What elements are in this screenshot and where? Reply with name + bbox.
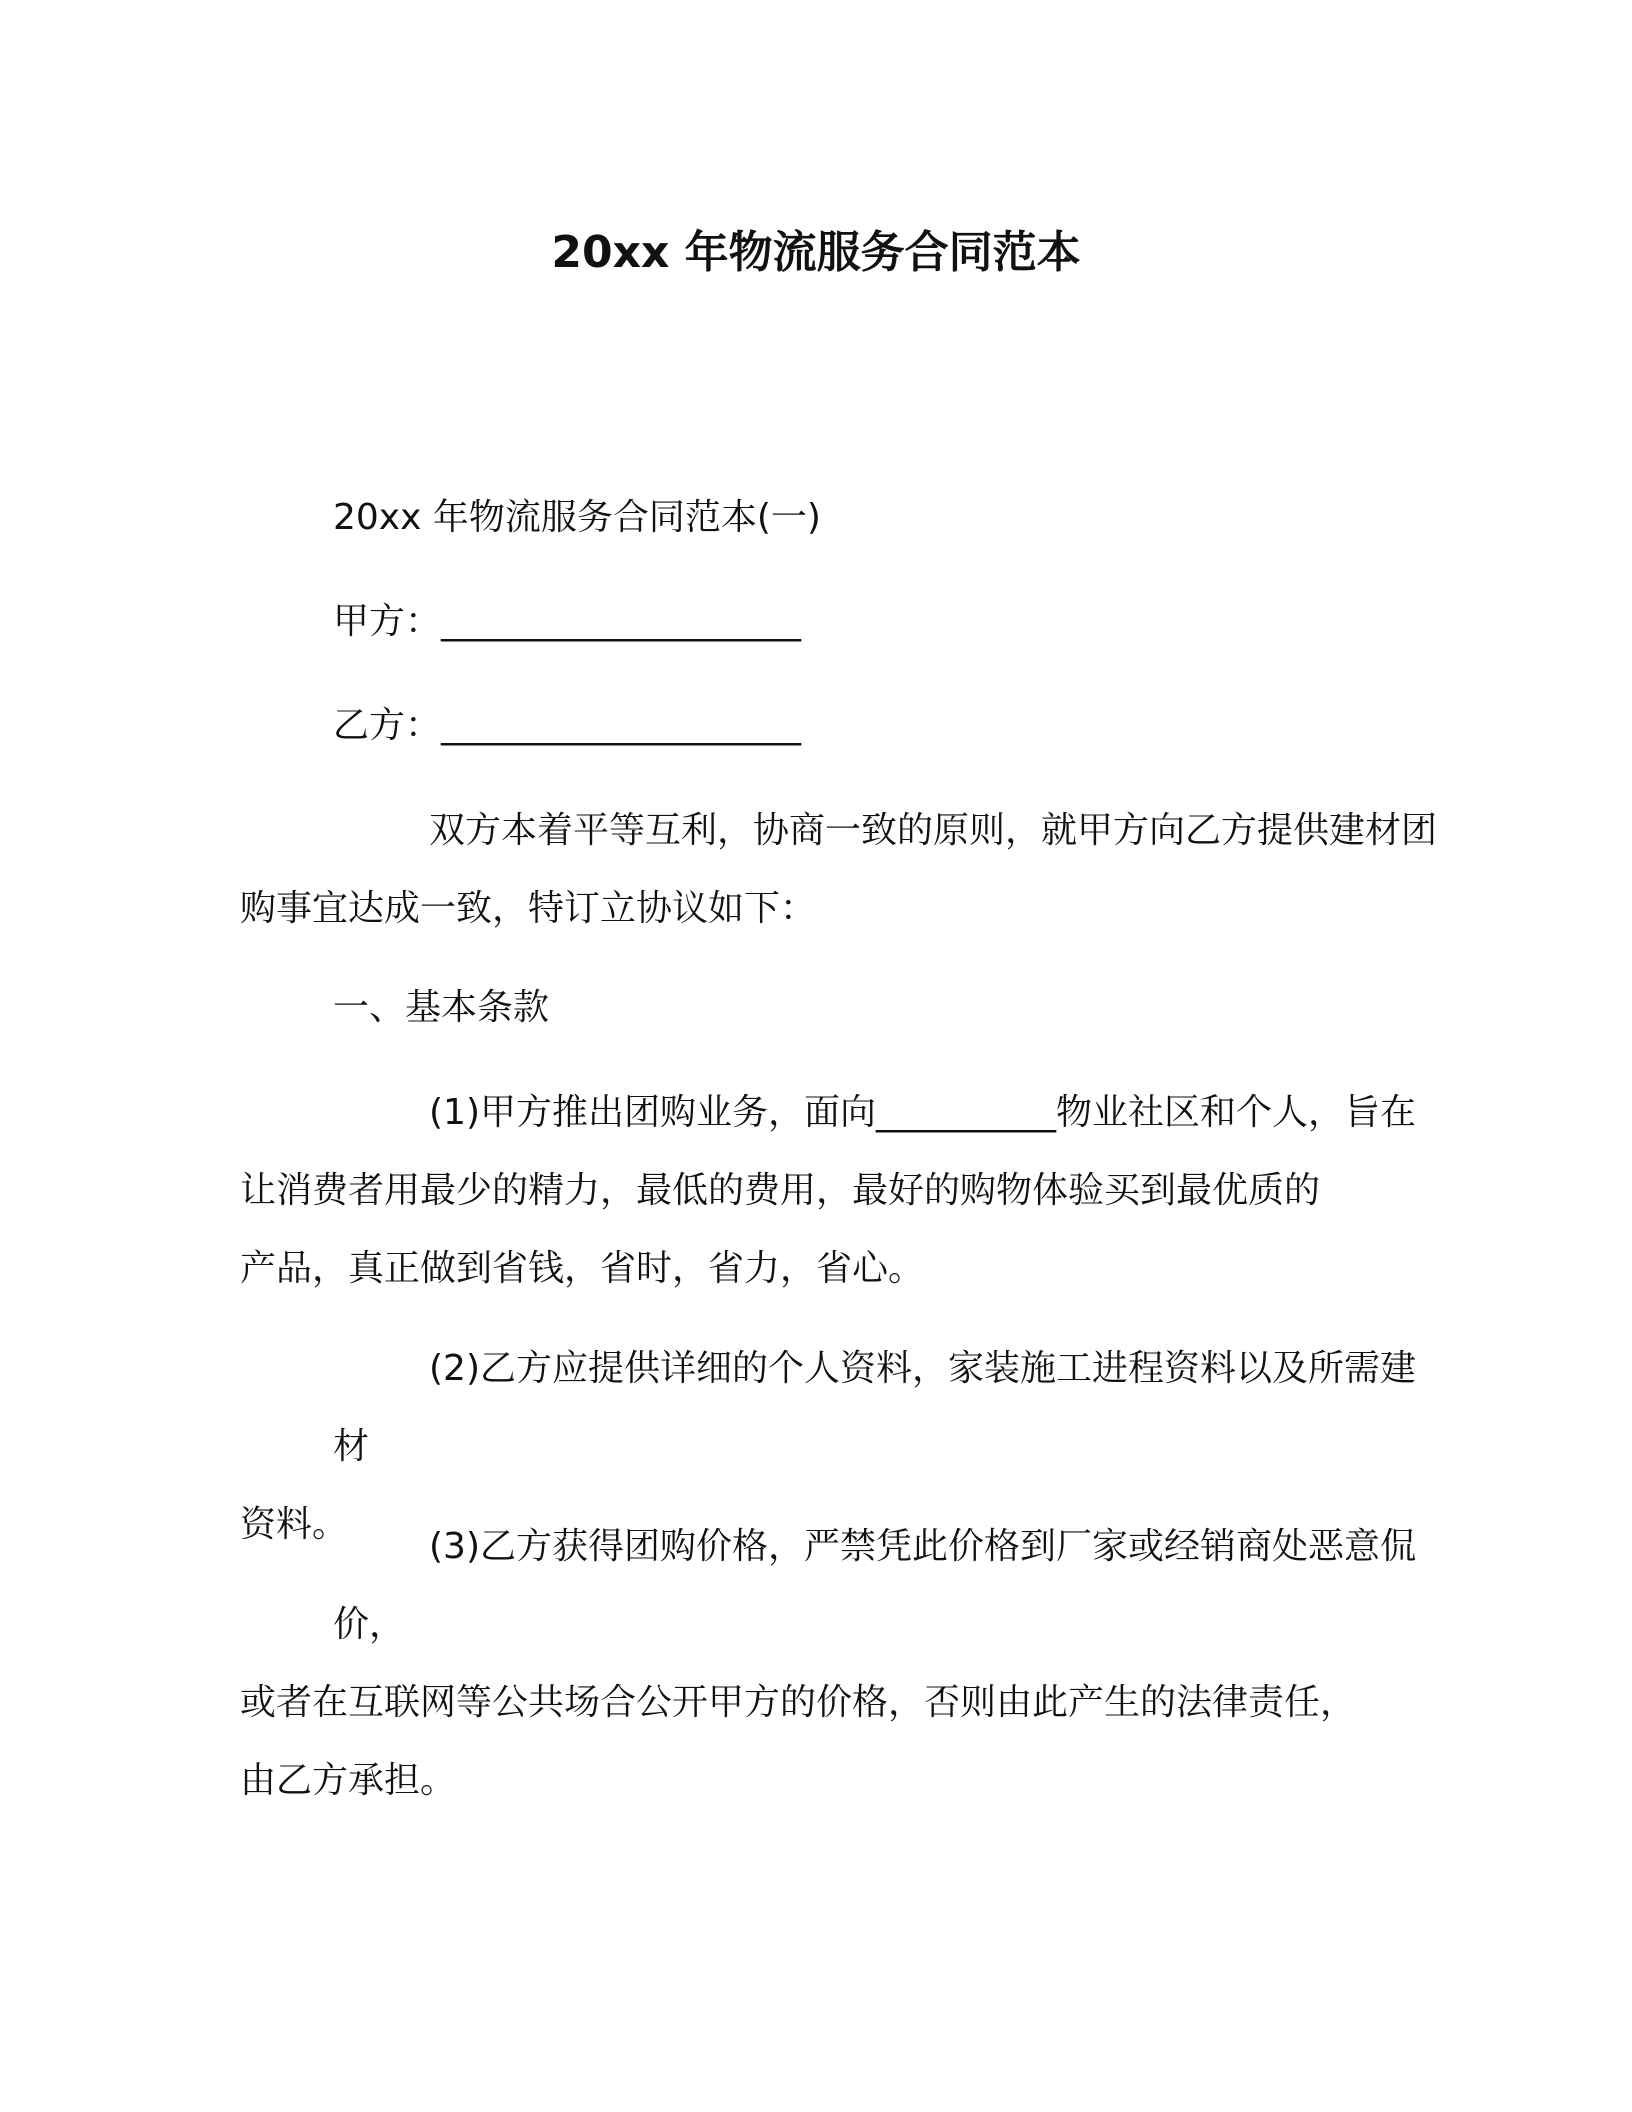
- clause-line: 资料。: [240, 1504, 349, 1545]
- clause-line: 或者在互联网等公共场合公开甲方的价格，否则由此产生的法律责任，: [240, 1682, 1357, 1723]
- intro-line: 双方本着平等互利，协商一致的原则，就甲方向乙方提供建材团: [429, 810, 1438, 851]
- clause-line: (1)甲方推出团购业务，面向__________物业社区和个人，旨在: [429, 1092, 1416, 1133]
- clause-1-paragraph: [240, 1074, 1440, 1308]
- clause-line: 产品，真正做到省钱，省时，省力，省心。: [240, 1248, 925, 1289]
- clause-line: 让消费者用最少的精力，最低的费用，最好的购物体验买到最优质的: [240, 1170, 1321, 1211]
- intro-line: 购事宜达成一致，特订立协议如下：: [240, 888, 817, 929]
- party-b-line: 乙方：____________________: [333, 705, 802, 746]
- clause-3-paragraph: [240, 1508, 1440, 1820]
- contract-subtitle: 20xx 年物流服务合同范本(一): [333, 497, 821, 538]
- document-title: 20xx 年物流服务合同范本: [551, 227, 1081, 278]
- party-a-line: 甲方：____________________: [333, 601, 802, 642]
- intro-paragraph: [240, 792, 1440, 948]
- clause-line: (3)乙方获得团购价格，严禁凭此价格到厂家或经销商处恶意侃价，: [333, 1526, 1416, 1645]
- clause-line: (2)乙方应提供详细的个人资料，家装施工进程资料以及所需建材: [333, 1348, 1416, 1467]
- section-heading: 一、基本条款: [333, 987, 550, 1028]
- clause-line: 由乙方承担。: [240, 1760, 457, 1801]
